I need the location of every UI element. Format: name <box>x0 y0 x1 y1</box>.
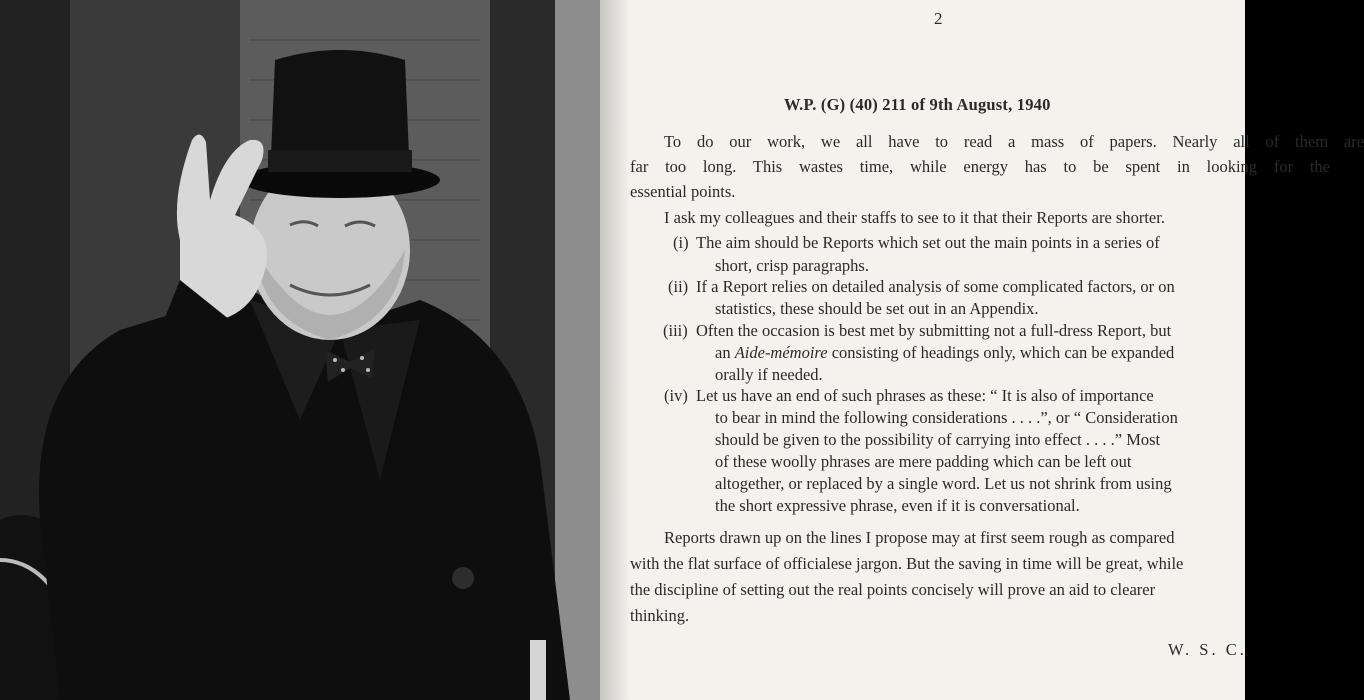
item-number: (iii) <box>663 321 688 340</box>
item-line <box>715 343 1174 363</box>
item-word: an <box>715 343 731 362</box>
item-line: the short expressive phrase, even if it is conversational. <box>715 496 1080 515</box>
item-number: (iv) <box>664 386 688 405</box>
item-line: If a Report relies on detailed analysis of some complicated factors, or on <box>696 277 1175 296</box>
item-line: Often the occasion is best met by submitting not a full-dress Report, but <box>696 321 1172 340</box>
item-line: The aim should be Reports which set out the main points in a series of <box>696 233 1160 252</box>
item-line: to bear in mind the following considerations . . . .”, or “ Consideration <box>715 408 1178 427</box>
para3-line: Reports drawn up on the lines I propose may at first seem rough as compared <box>664 528 1175 547</box>
para1-line: To do our work, we all have to read a mass of papers. Nearly all of them are <box>664 132 1364 151</box>
signature-initials: W. S. C. <box>1168 640 1247 659</box>
item-line: orally if needed. <box>715 365 823 384</box>
para2-line: I ask my colleagues and their staffs to see to it that their Reports are shorter. <box>664 208 1165 227</box>
para3-line: thinking. <box>630 606 690 625</box>
para3-line: the discipline of setting out the real points concisely will prove an aid to clearer <box>630 580 1156 599</box>
aide-memoire: Aide-mémoire <box>734 343 828 362</box>
item-number: (ii) <box>668 277 689 296</box>
item-line: Let us have an end of such phrases as these: “ It is also of importance <box>696 386 1154 405</box>
para3-line: with the flat surface of officialese jargon. But the saving in time will be great, while <box>630 554 1184 573</box>
photograph <box>0 0 600 700</box>
item-line: should be given to the possibility of carrying into effect . . . .” Most <box>715 430 1161 449</box>
scan-shadow <box>600 0 630 700</box>
para1-line: far too long. This wastes time, while energy has to be spent in looking for the <box>630 157 1330 176</box>
page-number: 2 <box>934 9 943 28</box>
item-line: statistics, these should be set out in an Appendix. <box>715 299 1039 318</box>
item-line: short, crisp paragraphs. <box>715 256 869 275</box>
para1-line: essential points. <box>630 182 736 201</box>
item-line: of these woolly phrases are mere padding which can be left out <box>715 452 1132 471</box>
memo-document <box>600 0 1364 700</box>
photo-illustration <box>0 0 600 700</box>
item-line: altogether, or replaced by a single word. Let us not shrink from using <box>715 474 1172 493</box>
item-line-rest: consisting of headings only, which can be expanded <box>831 343 1175 362</box>
item-number: (i) <box>673 233 689 252</box>
memo-heading: W.P. (G) (40) 211 of 9th August, 1940 <box>784 95 1051 114</box>
